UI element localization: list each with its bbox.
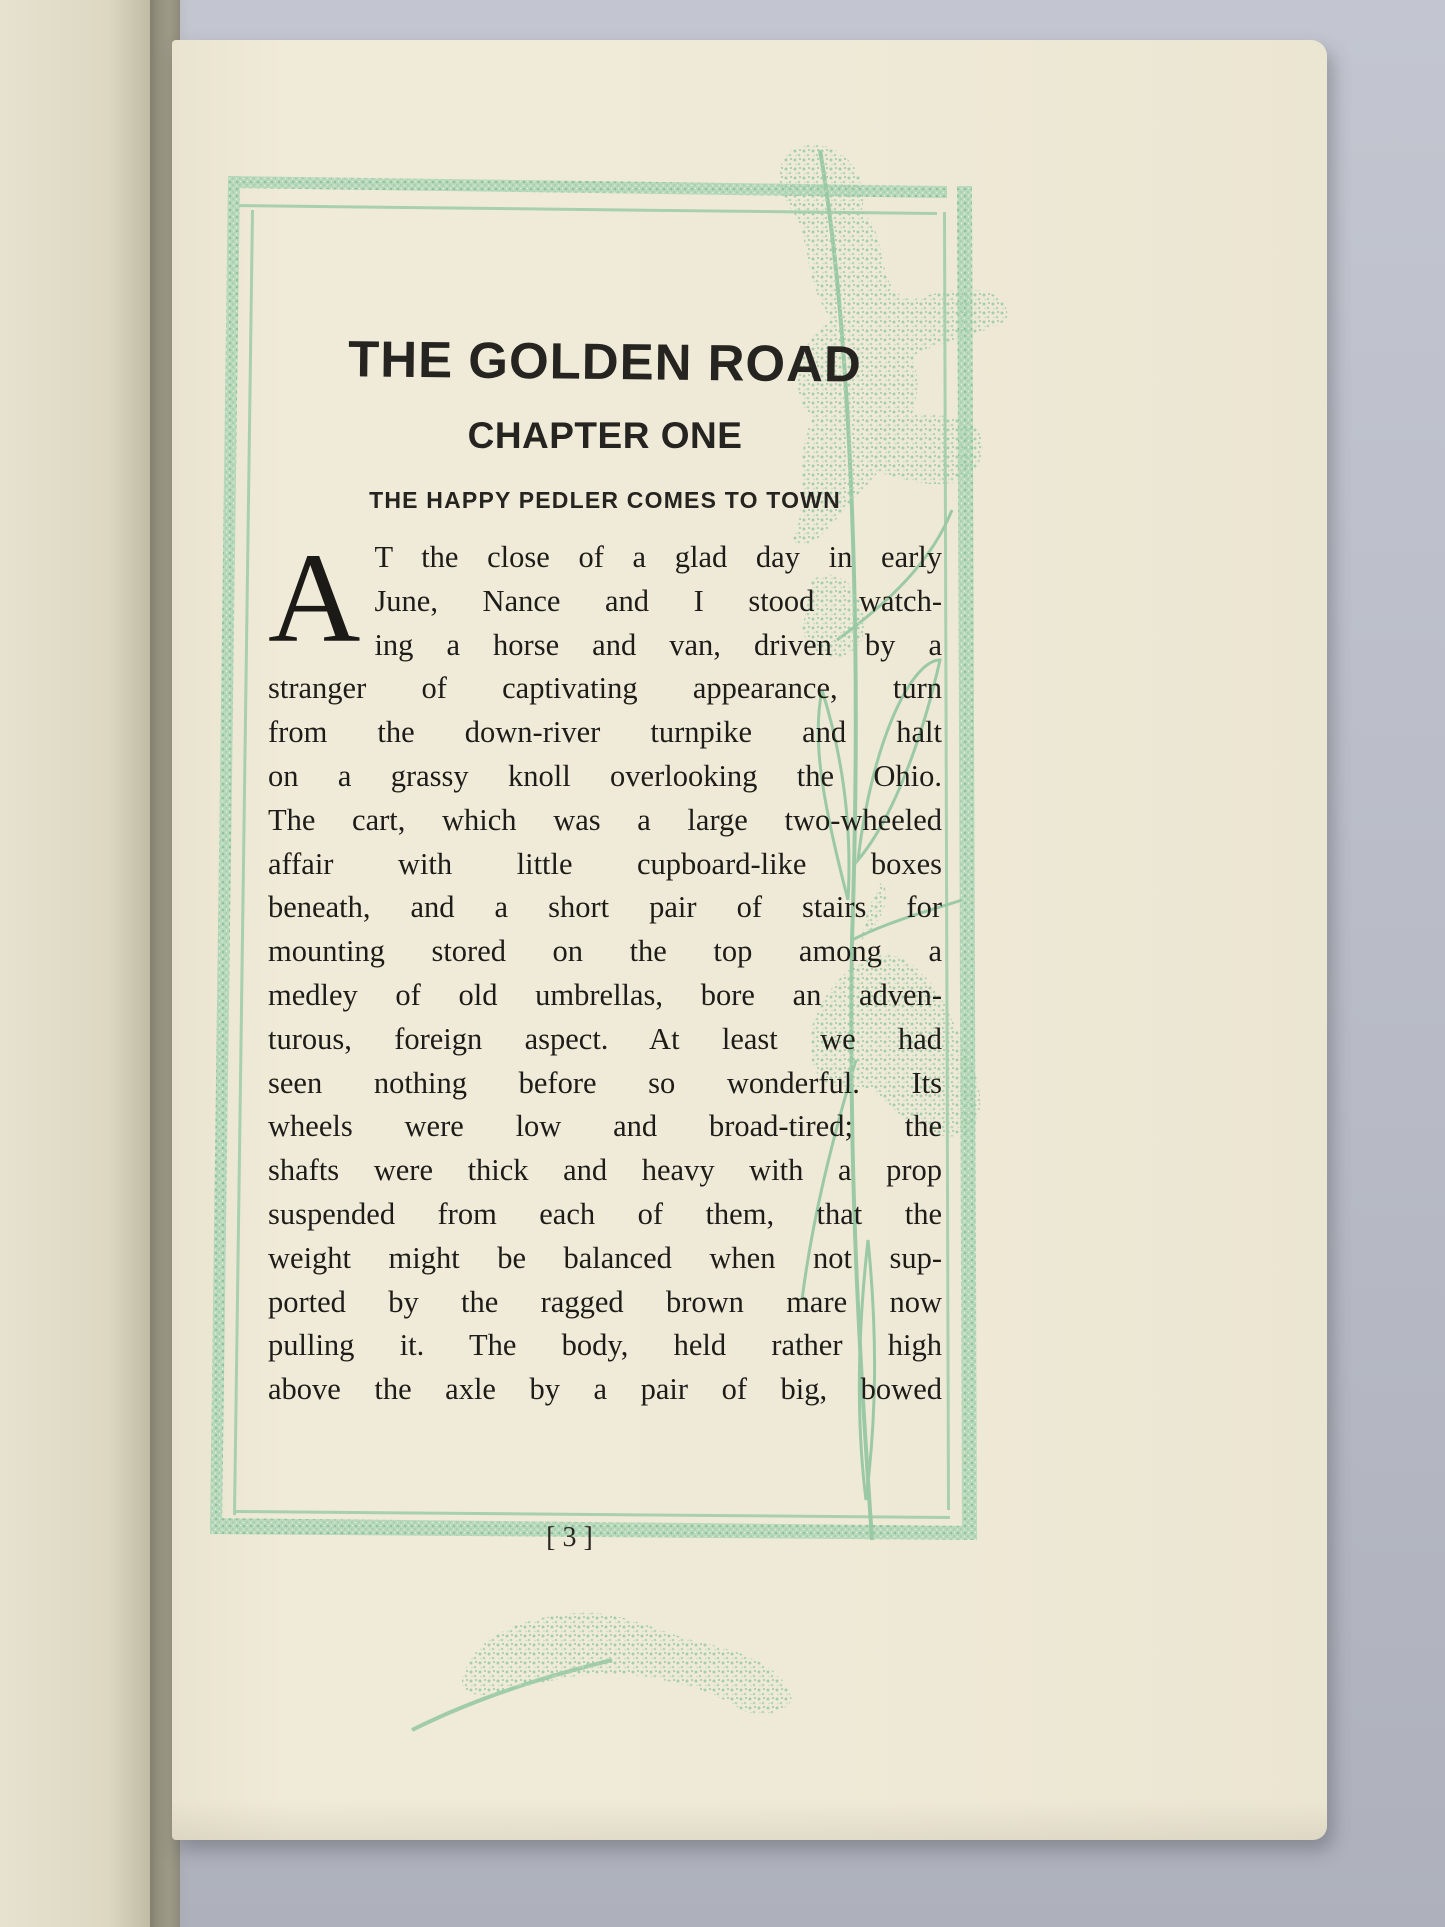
body-line: seen nothing before so wonderful. Its <box>268 1065 942 1100</box>
book-title: THE GOLDEN ROAD <box>347 330 863 393</box>
body-line: wheels were low and broad-tired; the <box>268 1109 942 1144</box>
body-line: turous, foreign aspect. At least we had <box>268 1021 942 1056</box>
body-line: The cart, which was a large two-wheeled <box>268 802 942 837</box>
body-line: pulling it. The body, held rather high <box>268 1328 942 1363</box>
body-line: stranger of captivating appearance, turn <box>268 671 942 706</box>
body-line: on a grassy knoll overlooking the Ohio. <box>268 758 942 793</box>
body-line: beneath, and a short pair of stairs for <box>268 890 942 925</box>
body-line: ported by the ragged brown mare now <box>268 1284 942 1319</box>
page-number: [ 3 ] <box>546 1522 593 1553</box>
body-line: June, Nance and I stood watch- <box>374 583 942 618</box>
body-line: mounting stored on the top among a <box>268 934 942 969</box>
body-line: weight might be balanced when not sup- <box>268 1240 942 1275</box>
body-line: medley of old umbrellas, bore an adven- <box>268 977 942 1012</box>
body-line: above the axle by a pair of big, bowed <box>268 1372 942 1407</box>
book-page <box>172 40 1327 1840</box>
chapter-title: THE HAPPY PEDLER COMES TO TOWN <box>369 487 841 513</box>
body-line: shafts were thick and heavy with a prop <box>268 1153 942 1188</box>
drop-cap: A <box>268 527 361 669</box>
text-block <box>268 332 942 1412</box>
body-line: T the close of a glad day in early <box>374 540 942 574</box>
body-line: affair with little cupboard-like boxes <box>268 846 942 881</box>
chapter-heading: CHAPTER ONE <box>467 415 743 456</box>
body-line: from the down-river turnpike and halt <box>268 715 942 750</box>
leaf-spray-icon <box>412 1613 792 1730</box>
body-line: suspended from each of them, that the <box>268 1196 942 1231</box>
body-text <box>268 527 942 1412</box>
body-line: ing a horse and van, driven by a <box>374 627 942 662</box>
